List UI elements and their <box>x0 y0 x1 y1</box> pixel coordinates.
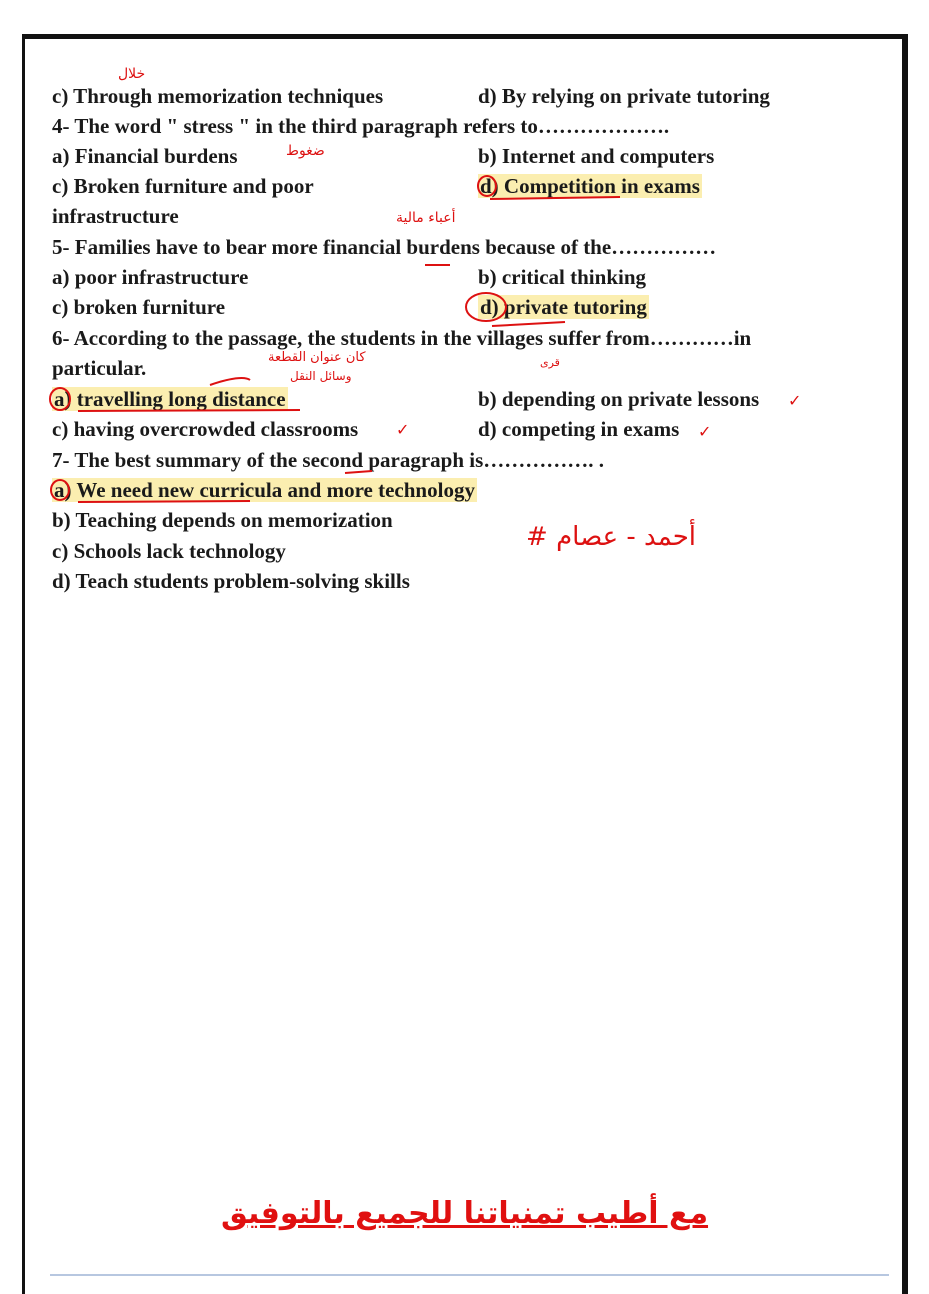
answer-circle-q7 <box>51 480 69 500</box>
q5-option-b: b) critical thinking <box>478 265 647 289</box>
q3-option-c: c) Through memorization techniques <box>52 84 384 108</box>
q5-option-d-highlight: d) private tutoring <box>480 295 647 319</box>
q7-option-b: b) Teaching depends on memorization <box>52 508 393 532</box>
q6-option-d: d) competing in exams <box>478 417 680 441</box>
q7-option-c: c) Schools lack technology <box>52 539 286 563</box>
annotation-through: خلال <box>118 66 146 82</box>
check-icon: ✓ <box>788 391 802 410</box>
annotation-title-note: كان عنوان القطعة <box>268 350 366 365</box>
q3-option-d: d) By relying on private tutoring <box>478 84 770 108</box>
q6-option-a-highlight: a) travelling long distance <box>54 387 286 411</box>
q7-question: 7- The best summary of the second paragraph is……………. . <box>52 448 605 472</box>
q6-option-c: c) having overcrowded classrooms <box>52 417 359 441</box>
underline-curricula <box>78 501 250 502</box>
answer-circle-q4 <box>478 176 496 196</box>
annotation-financial-burdens: أعباء مالية <box>396 210 456 226</box>
q4-option-b: b) Internet and computers <box>478 144 715 168</box>
underline-private-tutoring <box>492 322 565 326</box>
q4-option-c-cont: infrastructure <box>52 204 179 228</box>
q6-question-line2: particular. <box>52 356 147 380</box>
underline-travelling <box>78 410 300 411</box>
q7-option-a-highlight: a) We need new curricula and more technology <box>54 478 475 502</box>
q5-question: 5- Families have to bear more financial burdens because of the…………… <box>52 235 717 259</box>
answer-circle-q6 <box>50 388 70 410</box>
annotation-burdens: ضغوط <box>286 143 325 159</box>
underline-second <box>345 471 372 473</box>
bottom-rule <box>50 1274 889 1276</box>
annotation-villages: قرى <box>540 356 560 369</box>
footer-message: مع أطيب تمنياتنا للجميع بالتوفيق <box>220 1196 709 1231</box>
q4-option-d-highlight: d) Competition in exams <box>480 174 700 198</box>
q5-option-a: a) poor infrastructure <box>52 265 249 289</box>
annotation-transport-note: وسائل النقل <box>290 369 352 383</box>
arrow-stroke <box>210 378 250 385</box>
check-icon: ✓ <box>698 422 712 441</box>
q4-option-c: c) Broken furniture and poor <box>52 174 314 198</box>
check-icon: ✓ <box>396 420 410 439</box>
q4-question: 4- The word " stress " in the third paragraph refers to………………. <box>52 114 670 138</box>
annotation-signature: # أحمد - عصام <box>526 522 697 552</box>
q7-option-d: d) Teach students problem-solving skills <box>52 569 410 593</box>
q6-option-b: b) depending on private lessons <box>478 387 760 411</box>
underline-competition <box>490 197 620 199</box>
q6-question-line1: 6- According to the passage, the students in the villages suffer from…………in <box>52 326 752 350</box>
answer-circle-q5 <box>466 293 506 321</box>
q5-option-c: c) broken furniture <box>52 295 226 319</box>
q4-option-a: a) Financial burdens <box>52 144 238 168</box>
